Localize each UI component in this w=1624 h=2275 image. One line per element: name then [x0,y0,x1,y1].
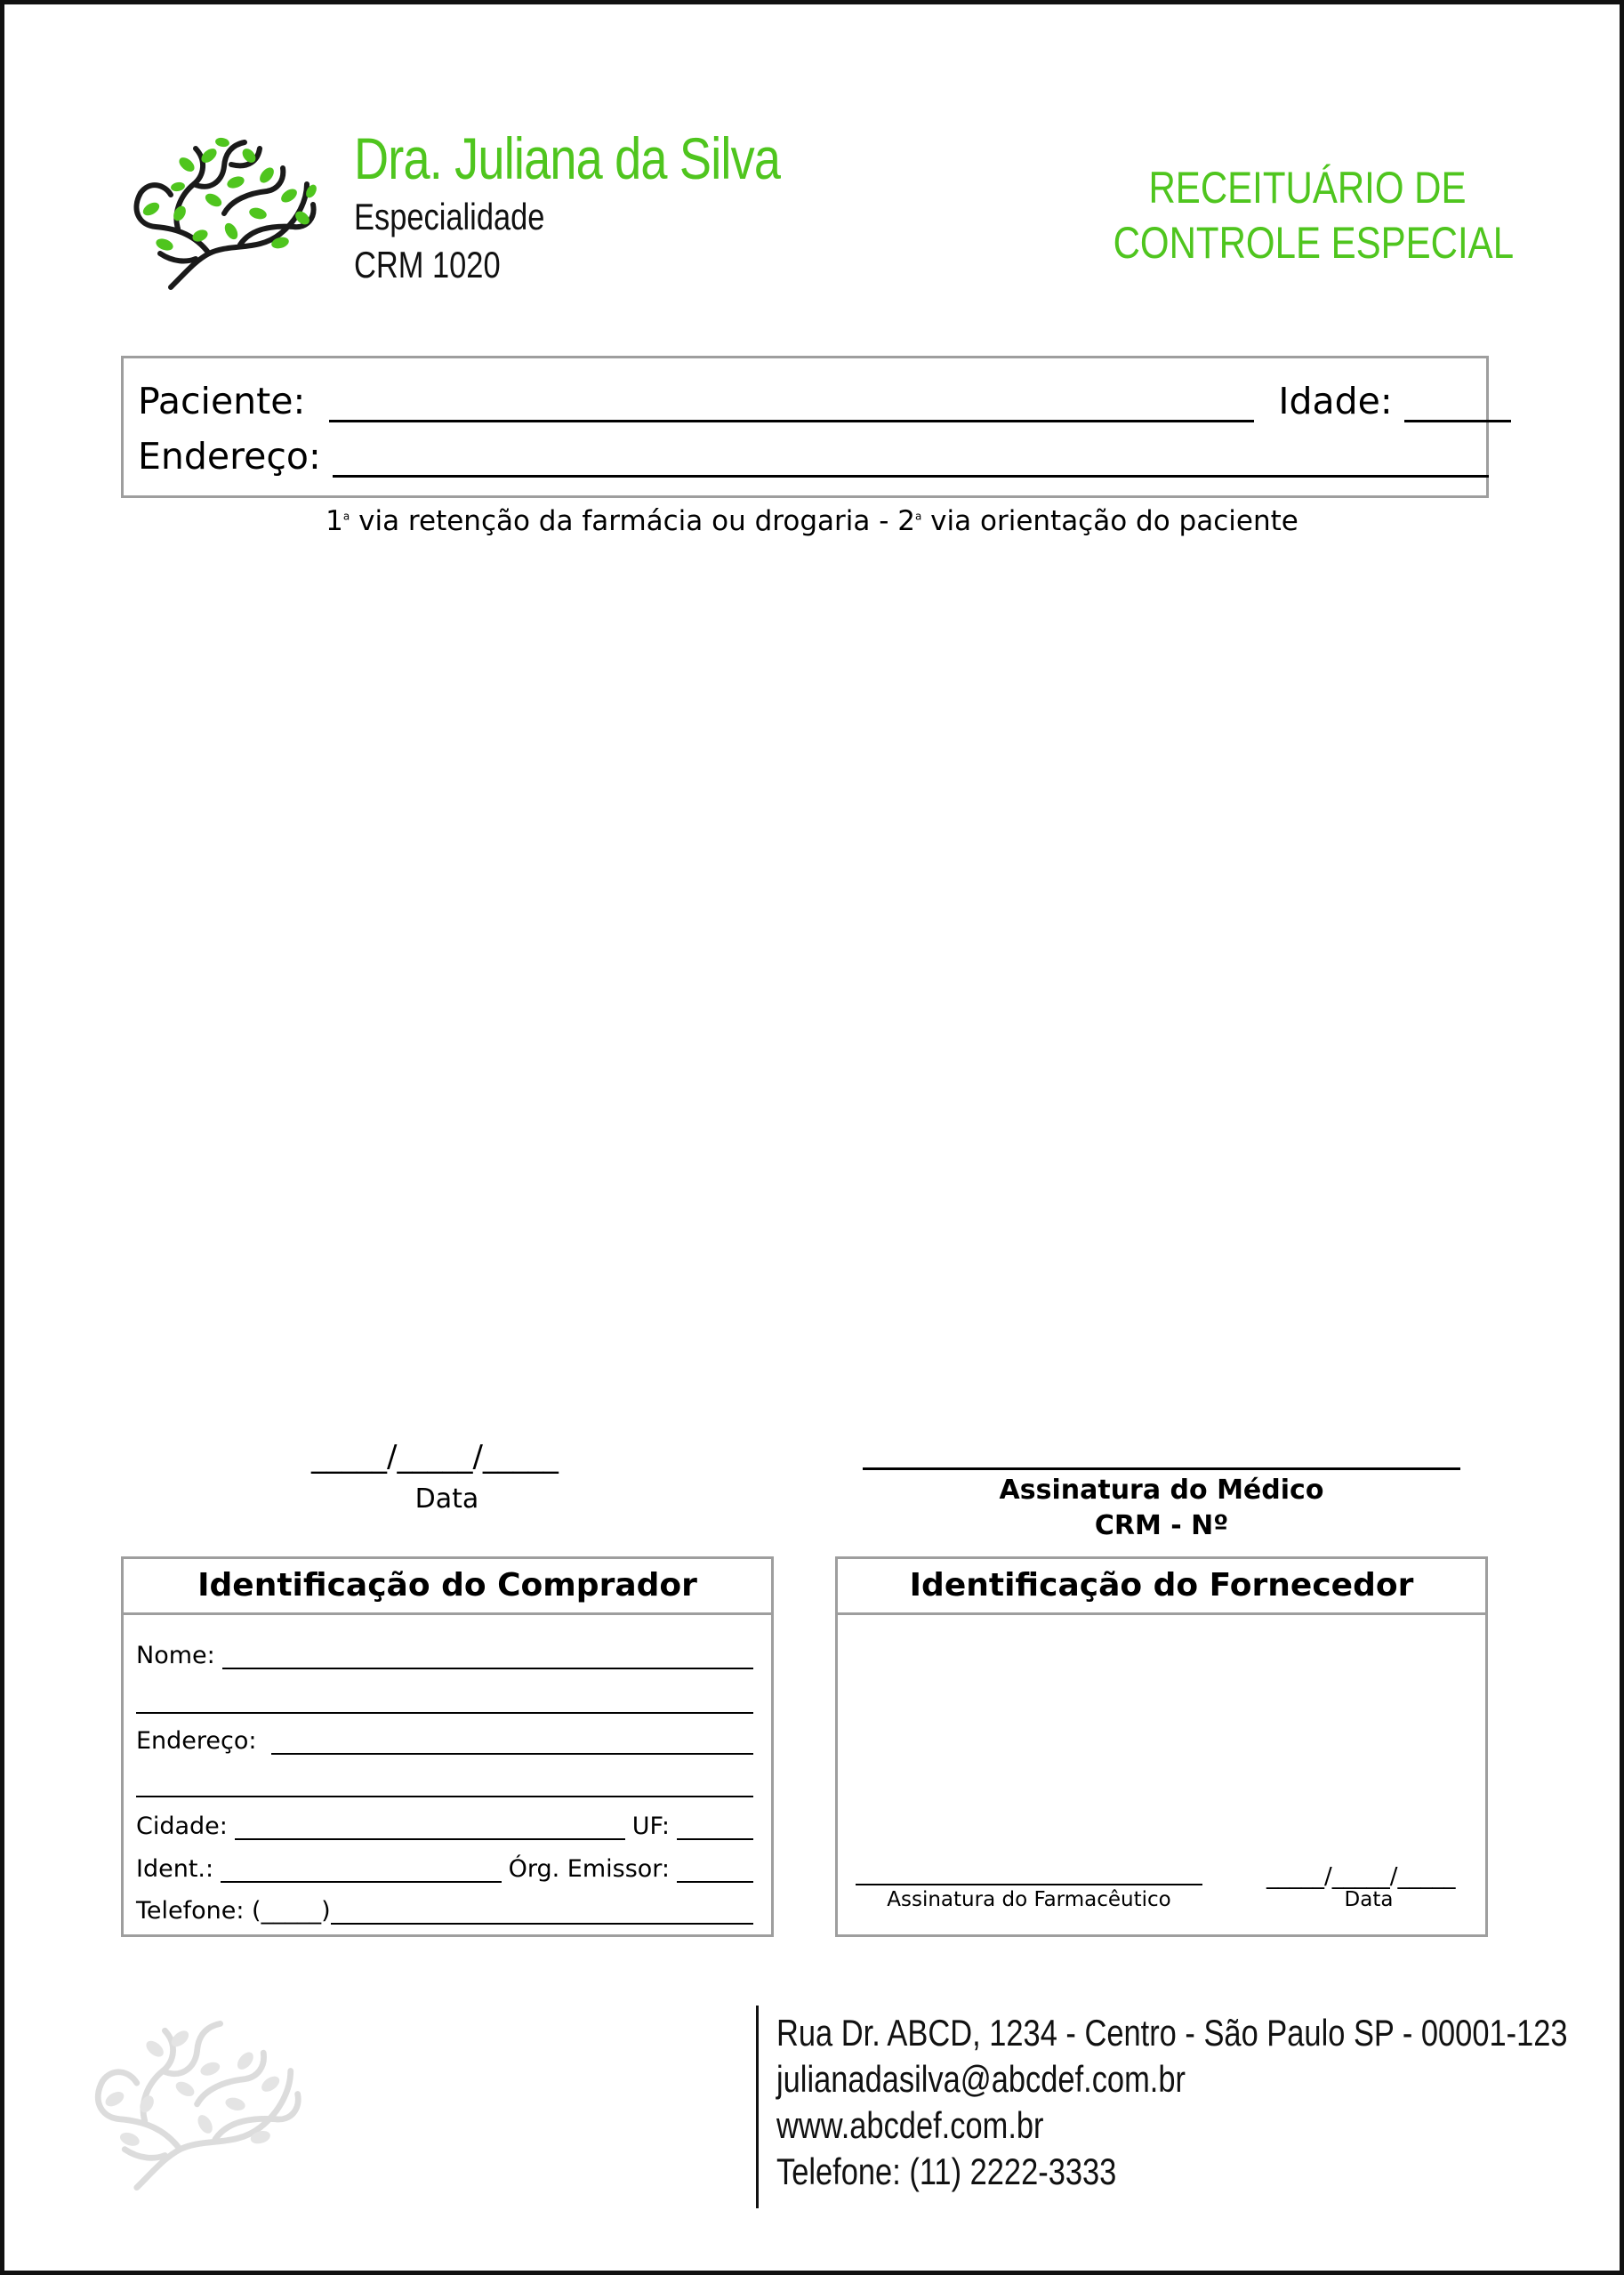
footer-separator [756,2006,759,2208]
doctor-crm: CRM 1020 [354,244,501,285]
doctor-specialty: Especialidade [354,196,545,237]
buyer-box [121,1556,774,1937]
footer-website[interactable]: www.abcdef.com.br [776,2104,1044,2146]
supplier-date-label: Data [1344,1888,1394,1911]
via-note-part2: via retenção da farmácia ou drogaria - 2 [350,505,915,537]
buyer-ident-row [136,1853,753,1883]
buyer-address-label: Endereço: [136,1727,257,1755]
via-note [0,505,1624,537]
tree-brain-logo-icon [125,129,329,293]
signature-label: Assinatura do Médico [999,1475,1324,1506]
signature-crm: CRM - Nº [1094,1510,1229,1541]
date-label: Data [414,1483,479,1515]
doctor-name: Dra. Juliana da Silva [354,125,781,191]
patient-row [138,380,1511,422]
buyer-phone-label: Telefone: (_____) [136,1897,331,1925]
buyer-name-row [136,1639,753,1669]
buyer-city-label: Cidade: [136,1813,228,1840]
footer-phone: Telefone: (11) 2222-3333 [776,2150,1117,2192]
buyer-address-row [136,1724,753,1755]
buyer-issuer-field[interactable] [677,1858,753,1883]
buyer-uf-field[interactable] [677,1815,753,1840]
address-label: Endereço: [138,435,321,478]
buyer-address-field-2[interactable] [136,1773,753,1797]
supplier-box [835,1556,1488,1937]
footer-address: Rua Dr. ABCD, 1234 - Centro - São Paulo SP - 00001-123 [776,2012,1568,2054]
buyer-address-row2 [136,1767,753,1797]
buyer-ident-label: Ident.: [136,1855,214,1883]
buyer-city-row [136,1810,753,1840]
form-title-line1: RECEITUÁRIO DE [1148,163,1467,213]
supplier-title: Identificação do Fornecedor [838,1559,1485,1615]
via-note-sup1: a [342,510,350,523]
buyer-uf-label: UF: [631,1813,670,1840]
form-title [1076,160,1539,270]
tree-brain-watermark-icon [84,2008,316,2195]
age-field[interactable] [1404,384,1511,422]
date-field[interactable]: _____/_____/_____ [311,1439,559,1475]
buyer-city-field[interactable] [235,1815,625,1840]
address-row [138,435,1489,478]
buyer-phone-row [136,1894,753,1925]
buyer-name-field-2[interactable] [136,1689,753,1714]
buyer-title: Identificação do Comprador [124,1559,771,1615]
buyer-ident-field[interactable] [221,1858,501,1883]
supplier-date-field[interactable]: _____/_____/_____ [1266,1863,1456,1890]
via-note-sup2: a [914,510,922,523]
buyer-name-field[interactable] [222,1644,753,1669]
buyer-issuer-label: Órg. Emissor: [508,1855,670,1883]
age-label: Idade: [1278,380,1393,422]
doctor-signature-label [863,1473,1460,1544]
patient-box [121,356,1489,498]
footer-email[interactable]: julianadasilva@abcdef.com.br [776,2058,1186,2100]
doctor-signature-line[interactable] [863,1467,1460,1470]
pharmacist-signature-line[interactable] [856,1884,1202,1885]
form-title-line2: CONTROLE ESPECIAL [1113,218,1515,268]
buyer-address-field[interactable] [271,1730,753,1755]
buyer-phone-field[interactable] [331,1900,753,1925]
pharmacist-signature-label: Assinatura do Farmacêutico [887,1888,1171,1911]
buyer-name-row2 [136,1684,753,1714]
patient-label: Paciente: [138,380,306,422]
via-note-part3: via orientação do paciente [921,505,1298,537]
address-field[interactable] [333,439,1489,478]
patient-name-field[interactable] [329,384,1254,422]
via-note-part1: 1 [326,505,343,537]
buyer-name-label: Nome: [136,1642,215,1669]
